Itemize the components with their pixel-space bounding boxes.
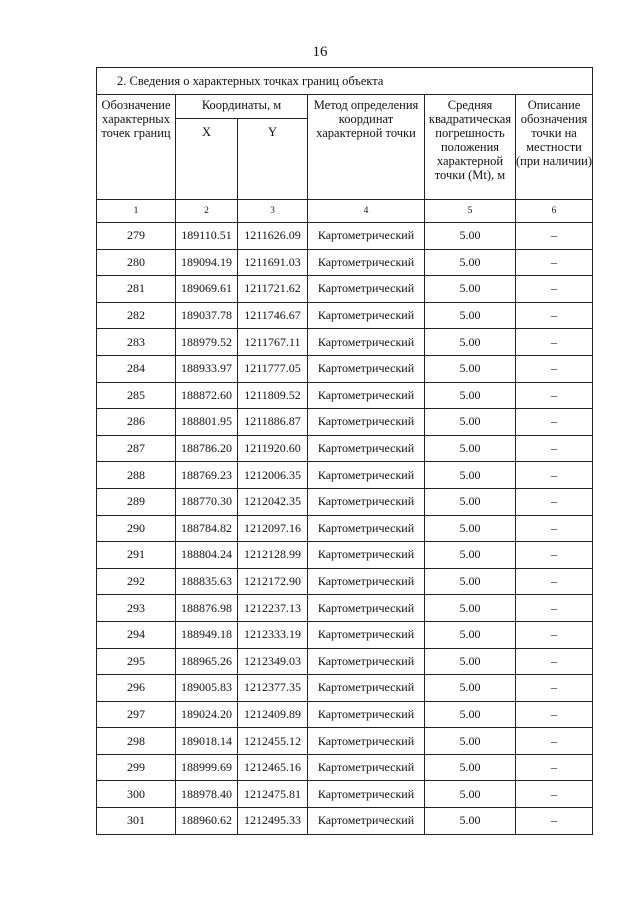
accuracy-cell: 5.00: [425, 568, 516, 595]
method-cell: Картометрический: [308, 568, 425, 595]
table-row: [97, 728, 593, 755]
y-coordinate-cell: 1212237.13: [238, 595, 308, 622]
method-cell: Картометрический: [308, 382, 425, 409]
x-coordinate-cell: 188872.60: [176, 382, 238, 409]
point-number-cell: 296: [97, 675, 176, 702]
method-cell: Картометрический: [308, 754, 425, 781]
description-cell: –: [516, 488, 593, 515]
y-coordinate-cell: 1211626.09: [238, 223, 308, 250]
x-coordinate-cell: 188965.26: [176, 648, 238, 675]
column-number: 4: [308, 200, 425, 223]
table-row: [97, 568, 593, 595]
y-coordinate-cell: 1212042.35: [238, 488, 308, 515]
accuracy-cell: 5.00: [425, 488, 516, 515]
table-row: [97, 409, 593, 436]
point-number-cell: 293: [97, 595, 176, 622]
description-cell: –: [516, 621, 593, 648]
description-cell: –: [516, 648, 593, 675]
accuracy-cell: 5.00: [425, 542, 516, 569]
point-number-cell: 280: [97, 249, 176, 276]
method-cell: Картометрический: [308, 515, 425, 542]
method-cell: Картометрический: [308, 595, 425, 622]
x-coordinate-cell: 188804.24: [176, 542, 238, 569]
y-coordinate-cell: 1212097.16: [238, 515, 308, 542]
x-coordinate-cell: 189094.19: [176, 249, 238, 276]
description-cell: –: [516, 754, 593, 781]
point-number-cell: 300: [97, 781, 176, 808]
x-coordinate-cell: 189018.14: [176, 728, 238, 755]
x-coordinate-cell: 188960.62: [176, 808, 238, 835]
point-number-cell: 290: [97, 515, 176, 542]
description-cell: –: [516, 728, 593, 755]
table-row: [97, 595, 593, 622]
x-coordinate-cell: 188784.82: [176, 515, 238, 542]
description-cell: –: [516, 249, 593, 276]
point-number-cell: 298: [97, 728, 176, 755]
accuracy-cell: 5.00: [425, 701, 516, 728]
accuracy-cell: 5.00: [425, 754, 516, 781]
y-coordinate-cell: 1211721.62: [238, 276, 308, 303]
x-coordinate-cell: 189069.61: [176, 276, 238, 303]
header-description: Описание обозначения точки на местности (при наличии): [516, 95, 593, 200]
header-x: X: [176, 119, 238, 200]
point-number-cell: 292: [97, 568, 176, 595]
header-method: Метод определения координат характерной точки: [308, 95, 425, 200]
y-coordinate-cell: 1211746.67: [238, 302, 308, 329]
method-cell: Картометрический: [308, 675, 425, 702]
accuracy-cell: 5.00: [425, 595, 516, 622]
y-coordinate-cell: 1212172.90: [238, 568, 308, 595]
table-row: [97, 249, 593, 276]
point-number-cell: 284: [97, 355, 176, 382]
accuracy-cell: 5.00: [425, 675, 516, 702]
accuracy-cell: 5.00: [425, 329, 516, 356]
point-number-cell: 297: [97, 701, 176, 728]
y-coordinate-cell: 1212349.03: [238, 648, 308, 675]
y-coordinate-cell: 1212377.35: [238, 675, 308, 702]
description-cell: –: [516, 409, 593, 436]
header-designation: Обозначение характерных точек границ: [97, 95, 176, 200]
x-coordinate-cell: 188978.40: [176, 781, 238, 808]
table-row: [97, 355, 593, 382]
column-number-row: [97, 200, 593, 223]
method-cell: Картометрический: [308, 781, 425, 808]
y-coordinate-cell: 1212006.35: [238, 462, 308, 489]
point-number-cell: 281: [97, 276, 176, 303]
method-cell: Картометрический: [308, 329, 425, 356]
y-coordinate-cell: 1211777.05: [238, 355, 308, 382]
point-number-cell: 291: [97, 542, 176, 569]
accuracy-cell: 5.00: [425, 276, 516, 303]
method-cell: Картометрический: [308, 302, 425, 329]
accuracy-cell: 5.00: [425, 462, 516, 489]
table-row: [97, 621, 593, 648]
table-body: [97, 223, 593, 835]
description-cell: –: [516, 462, 593, 489]
table-row: [97, 754, 593, 781]
point-number-cell: 287: [97, 435, 176, 462]
x-coordinate-cell: 188769.23: [176, 462, 238, 489]
method-cell: Картометрический: [308, 462, 425, 489]
column-number: 6: [516, 200, 593, 223]
method-cell: Картометрический: [308, 223, 425, 250]
method-cell: Картометрический: [308, 488, 425, 515]
accuracy-cell: 5.00: [425, 515, 516, 542]
section-title: 2. Сведения о характерных точках границ объекта: [97, 68, 593, 95]
table-row: [97, 329, 593, 356]
table-row: [97, 515, 593, 542]
description-cell: –: [516, 355, 593, 382]
y-coordinate-cell: 1212455.12: [238, 728, 308, 755]
table-row: [97, 435, 593, 462]
table-row: [97, 382, 593, 409]
x-coordinate-cell: 188933.97: [176, 355, 238, 382]
y-coordinate-cell: 1212128.99: [238, 542, 308, 569]
method-cell: Картометрический: [308, 249, 425, 276]
accuracy-cell: 5.00: [425, 249, 516, 276]
x-coordinate-cell: 189024.20: [176, 701, 238, 728]
description-cell: –: [516, 595, 593, 622]
table-row: [97, 701, 593, 728]
accuracy-cell: 5.00: [425, 409, 516, 436]
accuracy-cell: 5.00: [425, 435, 516, 462]
table-row: [97, 462, 593, 489]
method-cell: Картометрический: [308, 435, 425, 462]
x-coordinate-cell: 189005.83: [176, 675, 238, 702]
method-cell: Картометрический: [308, 542, 425, 569]
method-cell: Картометрический: [308, 728, 425, 755]
column-number: 1: [97, 200, 176, 223]
point-number-cell: 286: [97, 409, 176, 436]
column-number: 5: [425, 200, 516, 223]
method-cell: Картометрический: [308, 701, 425, 728]
table-row: [97, 675, 593, 702]
description-cell: –: [516, 808, 593, 835]
point-number-cell: 279: [97, 223, 176, 250]
accuracy-cell: 5.00: [425, 302, 516, 329]
method-cell: Картометрический: [308, 808, 425, 835]
x-coordinate-cell: 188835.63: [176, 568, 238, 595]
x-coordinate-cell: 188876.98: [176, 595, 238, 622]
y-coordinate-cell: 1212333.19: [238, 621, 308, 648]
description-cell: –: [516, 435, 593, 462]
header-coordinates: Координаты, м: [176, 95, 308, 119]
header-y: Y: [238, 119, 308, 200]
page-number: 16: [312, 44, 328, 60]
description-cell: –: [516, 382, 593, 409]
accuracy-cell: 5.00: [425, 382, 516, 409]
accuracy-cell: 5.00: [425, 355, 516, 382]
y-coordinate-cell: 1212409.89: [238, 701, 308, 728]
description-cell: –: [516, 276, 593, 303]
y-coordinate-cell: 1211809.52: [238, 382, 308, 409]
description-cell: –: [516, 329, 593, 356]
table-row: [97, 302, 593, 329]
method-cell: Картометрический: [308, 621, 425, 648]
x-coordinate-cell: 188979.52: [176, 329, 238, 356]
accuracy-cell: 5.00: [425, 781, 516, 808]
accuracy-cell: 5.00: [425, 728, 516, 755]
x-coordinate-cell: 189110.51: [176, 223, 238, 250]
x-coordinate-cell: 188801.95: [176, 409, 238, 436]
point-number-cell: 301: [97, 808, 176, 835]
x-coordinate-cell: 188786.20: [176, 435, 238, 462]
y-coordinate-cell: 1211691.03: [238, 249, 308, 276]
table-row: [97, 276, 593, 303]
description-cell: –: [516, 781, 593, 808]
table-row: [97, 808, 593, 835]
accuracy-cell: 5.00: [425, 648, 516, 675]
point-number-cell: 283: [97, 329, 176, 356]
accuracy-cell: 5.00: [425, 223, 516, 250]
description-cell: –: [516, 701, 593, 728]
y-coordinate-cell: 1212495.33: [238, 808, 308, 835]
y-coordinate-cell: 1211767.11: [238, 329, 308, 356]
description-cell: –: [516, 568, 593, 595]
point-number-cell: 282: [97, 302, 176, 329]
point-number-cell: 299: [97, 754, 176, 781]
x-coordinate-cell: 188999.69: [176, 754, 238, 781]
description-cell: –: [516, 223, 593, 250]
description-cell: –: [516, 675, 593, 702]
accuracy-cell: 5.00: [425, 808, 516, 835]
point-number-cell: 285: [97, 382, 176, 409]
y-coordinate-cell: 1211920.60: [238, 435, 308, 462]
point-number-cell: 289: [97, 488, 176, 515]
x-coordinate-cell: 188949.18: [176, 621, 238, 648]
y-coordinate-cell: 1212465.16: [238, 754, 308, 781]
column-number: 2: [176, 200, 238, 223]
table-row: [97, 648, 593, 675]
y-coordinate-cell: 1212475.81: [238, 781, 308, 808]
table-row: [97, 488, 593, 515]
accuracy-cell: 5.00: [425, 621, 516, 648]
description-cell: –: [516, 542, 593, 569]
table-row: [97, 781, 593, 808]
description-cell: –: [516, 515, 593, 542]
point-number-cell: 295: [97, 648, 176, 675]
method-cell: Картометрический: [308, 355, 425, 382]
x-coordinate-cell: 188770.30: [176, 488, 238, 515]
table-row: [97, 542, 593, 569]
point-number-cell: 294: [97, 621, 176, 648]
x-coordinate-cell: 189037.78: [176, 302, 238, 329]
method-cell: Картометрический: [308, 409, 425, 436]
method-cell: Картометрический: [308, 648, 425, 675]
point-number-cell: 288: [97, 462, 176, 489]
method-cell: Картометрический: [308, 276, 425, 303]
y-coordinate-cell: 1211886.87: [238, 409, 308, 436]
header-accuracy: Средняя квадратическая погрешность положения характерной точки (Mt), м: [425, 95, 516, 200]
column-number: 3: [238, 200, 308, 223]
description-cell: –: [516, 302, 593, 329]
boundary-points-table: [96, 67, 593, 835]
table-row: [97, 223, 593, 250]
